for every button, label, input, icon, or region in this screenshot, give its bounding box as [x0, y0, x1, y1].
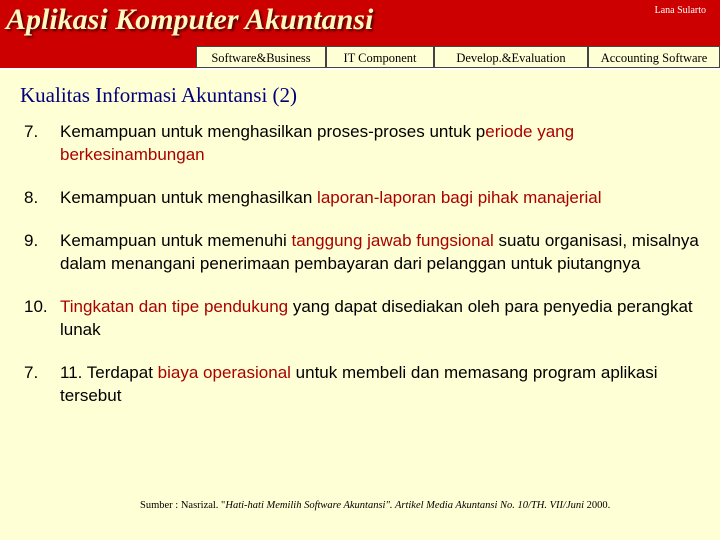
item-highlight: laporan-laporan bagi pihak manajerial [317, 188, 602, 207]
list-item [24, 361, 704, 407]
source-citation [140, 500, 610, 511]
item-list [24, 120, 704, 407]
tab-develop-evaluation[interactable]: Develop.&Evaluation [434, 46, 588, 68]
app-title: Aplikasi Komputer Akuntansi [6, 3, 374, 36]
slide-title: Kualitas Informasi Akuntansi (2) [20, 83, 298, 107]
source-suffix: 2000. [584, 500, 611, 511]
author-name: Lana Sularto [654, 5, 706, 16]
item-text: Kemampuan untuk memenuhi [60, 231, 292, 250]
tab-software-business[interactable]: Software&Business [196, 46, 326, 68]
tab-accounting-software[interactable]: Accounting Software [588, 46, 720, 68]
nav-tabs [0, 46, 720, 68]
item-text: yang dapat disediakan oleh para penyedia perangkat lunak [60, 297, 693, 339]
item-text: untuk membeli dan memasang program aplikasi tersebut [60, 363, 658, 405]
item-number: 7. [24, 363, 39, 382]
item-number: 9. [24, 231, 39, 250]
list-item [24, 229, 704, 275]
item-text: Kemampuan untuk menghasilkan [60, 188, 318, 207]
item-highlight: eriode yang berkesinambungan [60, 122, 575, 164]
list-item [24, 186, 704, 209]
item-number: 8. [24, 188, 39, 207]
item-highlight: tanggung jawab fungsional [291, 231, 494, 250]
item-text: 11. Terdapat [60, 363, 158, 382]
item-number: 7. [24, 122, 39, 141]
item-highlight: biaya operasional [157, 363, 291, 382]
item-text: Kemampuan untuk menghasilkan proses-proses untuk p [60, 122, 486, 141]
list-item [24, 120, 704, 166]
item-text: suatu organisasi, misalnya dalam menangani penerimaan pembayaran dari pelanggan untuk piutangnya [60, 231, 699, 273]
header-bar [0, 0, 720, 70]
list-item [24, 295, 704, 341]
item-highlight: Tingkatan dan tipe pendukung [60, 297, 289, 316]
source-prefix: Sumber : Nasrizal. " [140, 500, 226, 511]
tab-it-component[interactable]: IT Component [326, 46, 434, 68]
source-italic: Hati-hati Memilih Software Akuntansi". Artikel Media Akuntansi No. 10/TH. VII/Juni [225, 500, 585, 511]
item-number: 10. [24, 297, 48, 316]
